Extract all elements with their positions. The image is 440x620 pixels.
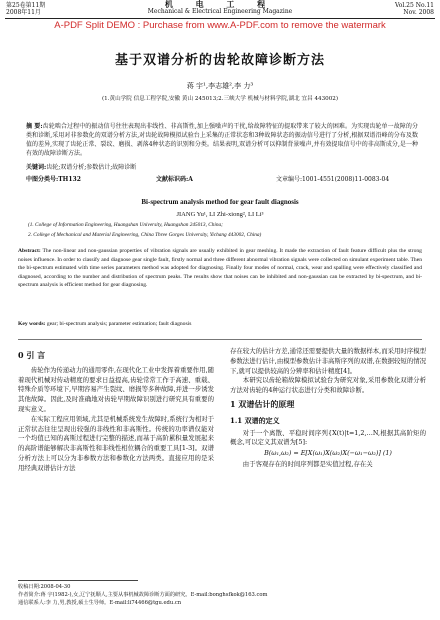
abstract-en-text: The non-linear and non-gaussian properties of vibration signals are usually exhibited in gear meshing. It made the extraction of fault feature difficult plus the strong noises influence. In order to classify and diagnose gear single fault, firstly normal and three different abnormal vibration signals were collected on simulant experiment table. Then the bi-spectrum estimated with time series parameters method was adopted for diagnosing. Finally four modes of normal, crack, wear and spalling were effectively classified and diagnosed, according to the number and distribution of spectrum peaks. The results show that noises can be inhibited and non-gaussian can be extracted by bi-spectrum, and bi-spectrum analysis is efficient method for gear diagnosing. <box>18 248 422 289</box>
header-rule <box>5 18 435 19</box>
paper-title-cn: 基于双谱分析的齿轮故障诊断方法 <box>114 53 325 68</box>
abstract-cn-text: 齿轮啮合过程中的振动信号往往表现出非线性、非高斯性,加上强噪声的干扰,给故障特征的提取带来了较大的困难。为实现齿轮单一故障的分类和诊断,采用对非参数化的双谱分析方法,对齿轮故障模拟试验台上采集的正常状态和3种故障状态的振动信号进行了分析,根据双谱沿峰的分布及数值的差异,实现了齿轮正常、裂纹、磨损、剥落4种状态的识别和分类。结果表明,双谱分析可以抑制背景噪声,并有效提取信号中的非高斯成分,是一种有效的故障诊断方法。 <box>26 123 418 157</box>
keywords-en-text: gear; bi-spectrum analysis; parameter estimation; fault diagnosis <box>46 321 192 327</box>
equation-1: B(ω₁,ω₂) = E[X(ω₁)X(ω₂)X(−ω₁−ω₂)] (1) <box>264 449 392 458</box>
clc-number: 中图分类号:TH132 <box>26 176 81 183</box>
abstract-en-label: Abstract: <box>18 248 41 254</box>
authors-en: JIANG Yu¹, LI Zhi-xiong², LI Li³ <box>176 211 264 218</box>
body-left-column <box>18 347 214 474</box>
header-volume-en: Vol.25 No.11 <box>394 2 434 9</box>
header-volume-cn: 第25卷第11期 <box>6 2 46 9</box>
intro-paragraph-2: 在实际工程应用领域,尤其是机械系统发生故障时,系统行为相对于正常状态往往呈现出较强的非线性和非高斯性。传统的功率谱仅能对一个均值已知的高斯过程进行完整的描述,而基于高阶累积量发展起来的高阶谱能够解决非高斯性和非线性相位耦合的重要工具[1-3]。双谱分析方法上可以分为非参数方法和参数化方法两类。直接应用的是采用经典双谱估计方法 <box>18 414 214 472</box>
footnote-rule <box>18 580 138 581</box>
header-date-en: Nov. 2008 <box>403 9 434 16</box>
affiliation-cn: (1.黄山学院 信息工程学院,安徽 黄山 245013;2.三峡大学 机械与材料学院,湖北 宜昌 443002) <box>101 96 339 102</box>
document-code: 文献标识码:A <box>156 176 193 183</box>
keywords-cn-text: 齿轮;双谱分析;参数估计;故障诊断 <box>46 164 137 171</box>
watermark-link[interactable]: A-PDF Split DEMO : Purchase from www.A-PDF.com to remove the watermark <box>54 20 386 31</box>
header-journal-en: Mechanical & Electrical Engineering Magazine <box>147 8 293 15</box>
header-right <box>395 2 434 16</box>
footnote-corresponding: 通信联系人:李 力,男,教授,硕士生导师。E-mail:li74466@tgu.edu.cn <box>18 600 182 606</box>
header-journal-cn: 机 电 工 程 <box>164 0 276 9</box>
definition-paragraph: 对于一个离散、平稳时间序列{X(t)|t=1,2,…N,根据其高阶矩的概念,可以定义其双谱为[5]: <box>230 428 426 447</box>
abstract-cn <box>26 122 418 158</box>
abstract-rule <box>18 339 422 340</box>
footnote <box>18 583 428 607</box>
affiliation-en-2: 2. College of Mechanical and Material Engineering, China Three Gorges University, Yichang 443002, China) <box>28 232 262 238</box>
intro-paragraph-3: 存在较大的估计方差,通常还需要提供大量的数据样本,而采用时序模型参数法进行估计,由模型参数估计非高斯序列的双谱,在数据较短的情况下,就可以提供较高的分辨率和估计精度[4]。 <box>230 347 426 375</box>
section-heading-principle: 1 双谱估计的原理 <box>230 398 295 409</box>
article-number: 文章编号:1001-4551(2008)11-0083-04 <box>276 176 390 183</box>
footnote-received: 收稿日期:2008-04-30 <box>18 584 71 590</box>
subsection-heading-definition: 1.1 双谱的定义 <box>230 415 280 425</box>
header-center <box>0 1 440 15</box>
section-heading-intro: 0 引 言 <box>18 350 46 360</box>
intro-paragraph-1: 齿轮作为传递动力的通用零件,在现代化工业中发挥着重要作用,随着现代机械对传动精度的要求日益提高,齿轮常常工作于高速、重载、特殊介质等环境下,早期容易产生裂纹、磨损等多种故障,并进一步诱发其他故障。因此,及时准确地对齿轮早期故障识别进行研究具有重要的现实意义。 <box>18 365 214 413</box>
definition-paragraph-2: 由于客观存在的时间序列都是实值过程,存在关 <box>242 459 373 468</box>
keywords-en-label: Key words: <box>18 321 46 327</box>
abstract-en <box>18 247 422 290</box>
paper-title-en: Bi-spectrum analysis method for gear fault diagnosis <box>141 198 299 206</box>
keywords-en <box>18 321 422 327</box>
intro-paragraph-4: 本研究以齿轮箱故障模拟试验台为研究对象,采用参数化双谱分析方法对齿轮的4种运行状态进行分类和故障诊断。 <box>230 376 426 395</box>
abstract-cn-label: 摘 要: <box>26 123 43 130</box>
header-date-cn: 2008年11月 <box>6 9 41 16</box>
body-right-column <box>230 347 426 470</box>
keywords-cn-label: 关键词: <box>26 164 47 171</box>
footnote-author-info: 作者简介:蒋 宇(1982-),女,辽宁抚顺人,主要从事机械故障诊断方面的研究。E-mail:bonghsfkok@163.com <box>18 592 268 598</box>
authors-cn: 蒋 宇¹,李志雄²,李 力³ <box>186 82 254 90</box>
keywords-cn <box>26 162 418 171</box>
affiliation-en-1: (1. College of Information Engineering, Huangshan University, Huangshan 245013, China; <box>28 222 223 228</box>
